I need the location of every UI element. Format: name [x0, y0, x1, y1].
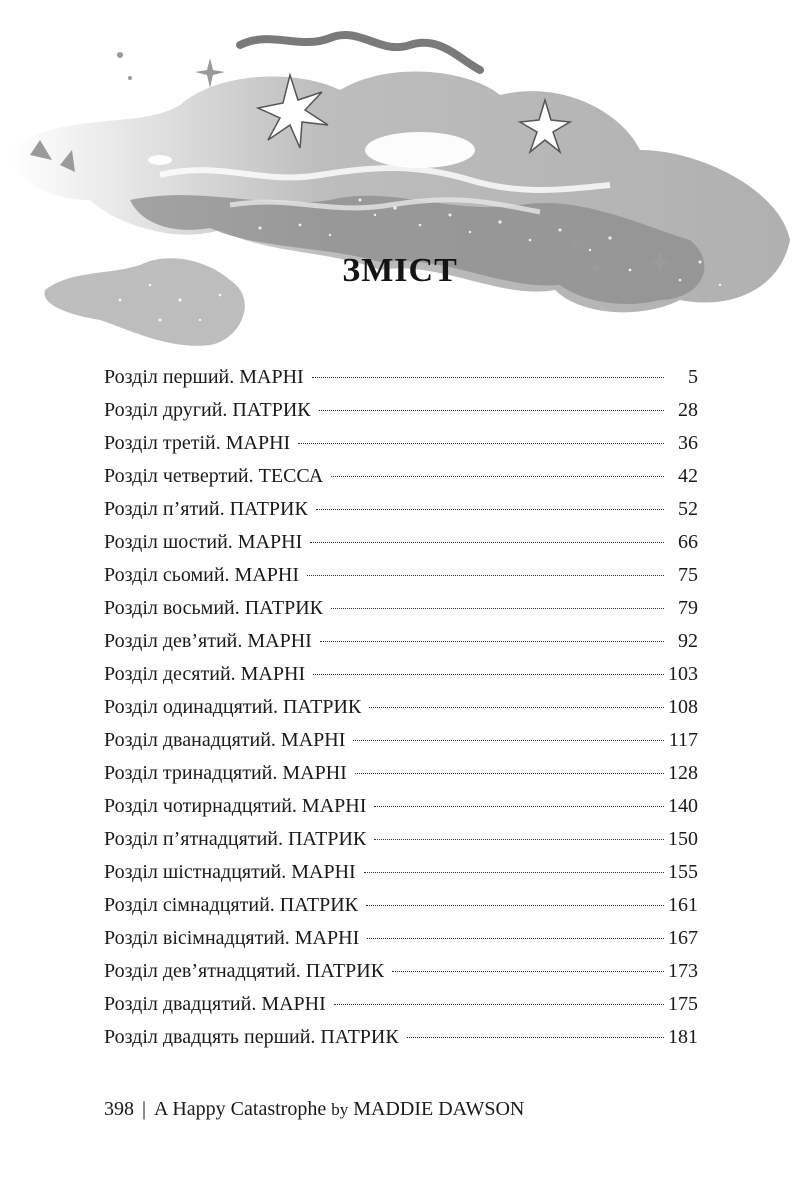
cloud-illustration: [0, 0, 800, 360]
toc-entry: [104, 432, 698, 465]
dot-leader: [298, 443, 664, 444]
toc-entry-page: 36: [678, 432, 698, 454]
dot-leader: [331, 476, 664, 477]
dot-leader: [307, 575, 664, 576]
toc-entry-label: Розділ шістнадцятий. МАРНІ: [104, 861, 356, 883]
toc-entry-label: Розділ двадцять перший. ПАТРИК: [104, 1026, 399, 1048]
toc-entry-label: Розділ шостий. МАРНІ: [104, 531, 303, 553]
dot-leader: [316, 509, 664, 510]
toc-entry-page: 92: [678, 630, 698, 652]
toc-entry: [104, 1026, 698, 1059]
toc-entry-page: 117: [668, 729, 698, 751]
toc-entry: [104, 960, 698, 993]
toc-entry-page: 66: [678, 531, 698, 553]
toc-entry: [104, 465, 698, 498]
footer-separator: |: [142, 1098, 147, 1120]
page-number: 398: [104, 1098, 134, 1120]
toc-entry-page: 79: [678, 597, 698, 619]
toc-entry-label: Розділ тринадцятий. МАРНІ: [104, 762, 347, 784]
toc-entry-label: Розділ одинадцятий. ПАТРИК: [104, 696, 362, 718]
dot-leader: [331, 608, 664, 609]
toc-entry: [104, 927, 698, 960]
toc-entry-label: Розділ сьомий. МАРНІ: [104, 564, 300, 586]
toc-entry-page: 28: [678, 399, 698, 421]
toc-entry-label: Розділ другий. ПАТРИК: [104, 399, 311, 421]
toc-entry-label: Розділ чотирнадцятий. МАРНІ: [104, 795, 367, 817]
toc-entry-label: Розділ четвертий. ТЕССА: [104, 465, 324, 487]
dot-leader: [312, 377, 664, 378]
toc-entry-page: 140: [668, 795, 698, 817]
toc-entry-page: 5: [688, 366, 698, 388]
toc-entry: [104, 663, 698, 696]
toc-entry: [104, 894, 698, 927]
toc-entry: [104, 564, 698, 597]
toc-entry: [104, 795, 698, 828]
toc-entry-page: 128: [668, 762, 698, 784]
toc-entry-label: Розділ сімнадцятий. ПАТРИК: [104, 894, 359, 916]
dot-leader: [319, 410, 664, 411]
page-title: ЗМІСТ: [342, 252, 458, 289]
dot-leader: [313, 674, 664, 675]
toc-entry: [104, 696, 698, 729]
toc-entry-page: 181: [668, 1026, 698, 1048]
dot-leader: [334, 1004, 664, 1005]
dot-leader: [369, 707, 664, 708]
dot-leader: [364, 872, 664, 873]
toc-entry: [104, 399, 698, 432]
toc-entry-label: Розділ п’ятнадцятий. ПАТРИК: [104, 828, 367, 850]
dot-leader: [355, 773, 664, 774]
dot-leader: [310, 542, 664, 543]
table-of-contents: [104, 366, 698, 1059]
toc-entry: [104, 828, 698, 861]
toc-entry: [104, 531, 698, 564]
toc-entry: [104, 861, 698, 894]
toc-entry-page: 150: [668, 828, 698, 850]
toc-entry-label: Розділ вісімнадцятий. МАРНІ: [104, 927, 360, 949]
toc-entry-label: Розділ перший. МАРНІ: [104, 366, 304, 388]
toc-entry: [104, 630, 698, 663]
author-name: MADDIE DAWSON: [353, 1098, 525, 1120]
toc-entry-label: Розділ дванадцятий. МАРНІ: [104, 729, 346, 751]
dot-leader: [367, 938, 664, 939]
dot-leader: [320, 641, 664, 642]
toc-entry: [104, 498, 698, 531]
toc-entry-page: 155: [668, 861, 698, 883]
dot-leader: [374, 806, 664, 807]
toc-entry-page: 173: [668, 960, 698, 982]
page-footer: [104, 1098, 524, 1121]
toc-entry: [104, 729, 698, 762]
dot-leader: [392, 971, 664, 972]
toc-entry-page: 161: [668, 894, 698, 916]
book-title: A Happy Catastrophe: [154, 1098, 327, 1120]
by-label: by: [331, 1100, 349, 1119]
toc-entry-page: 167: [668, 927, 698, 949]
toc-entry-label: Розділ дев’ятнадцятий. ПАТРИК: [104, 960, 385, 982]
toc-entry-page: 42: [678, 465, 698, 487]
toc-entry-label: Розділ восьмий. ПАТРИК: [104, 597, 323, 619]
toc-entry-page: 175: [668, 993, 698, 1015]
toc-entry-label: Розділ десятий. МАРНІ: [104, 663, 306, 685]
toc-entry-page: 103: [668, 663, 698, 685]
dot-leader: [407, 1037, 664, 1038]
toc-entry-label: Розділ третій. МАРНІ: [104, 432, 291, 454]
dot-leader: [374, 839, 664, 840]
toc-entry-label: Розділ дев’ятий. МАРНІ: [104, 630, 312, 652]
toc-entry: [104, 597, 698, 630]
toc-entry-label: Розділ п’ятий. ПАТРИК: [104, 498, 308, 520]
toc-entry-label: Розділ двадцятий. МАРНІ: [104, 993, 326, 1015]
toc-entry: [104, 993, 698, 1026]
dot-leader: [353, 740, 664, 741]
toc-entry-page: 52: [678, 498, 698, 520]
toc-entry-page: 108: [668, 696, 698, 718]
toc-entry: [104, 366, 698, 399]
dot-leader: [366, 905, 664, 906]
toc-entry-page: 75: [678, 564, 698, 586]
toc-entry: [104, 762, 698, 795]
